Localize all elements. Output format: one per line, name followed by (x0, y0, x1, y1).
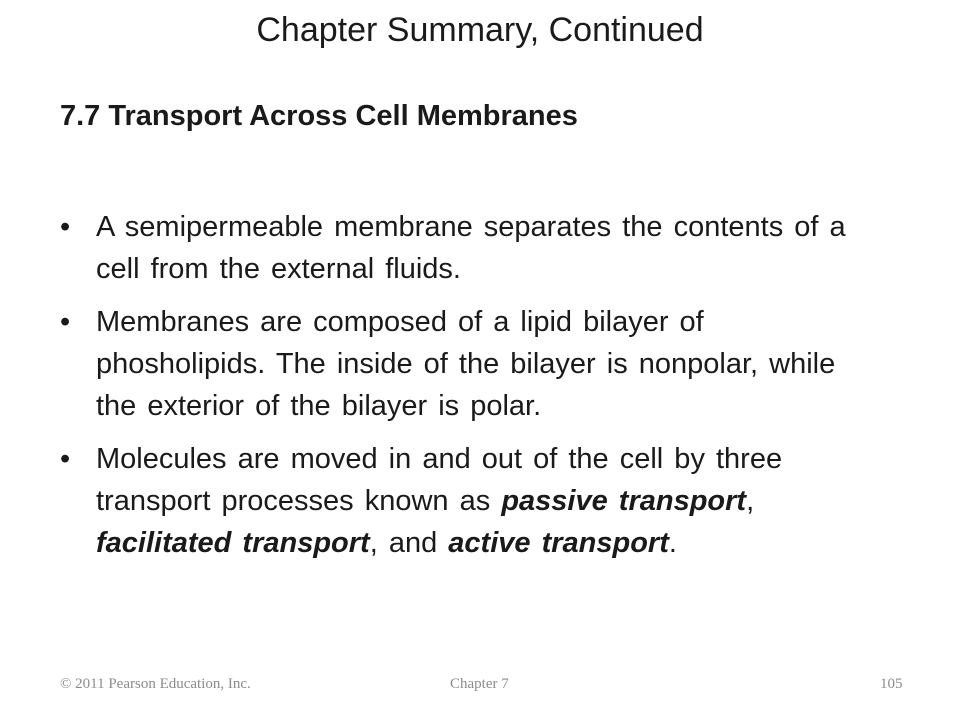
footer-page-number: 105 (880, 676, 903, 692)
bullet-text-period: . (668, 527, 677, 559)
bullet-text-separator: , (746, 485, 755, 517)
bullet-item-membrane (60, 206, 860, 290)
bullet-icon: • (60, 306, 71, 338)
bullet-icon: • (60, 211, 71, 243)
term-facilitated-transport: facilitated transport (96, 527, 370, 559)
footer-chapter: Chapter 7 (450, 676, 509, 692)
slide-title: Chapter Summary, Continued (256, 11, 704, 49)
bullet-text: A semipermeable membrane separates the contents of a cell from the external fluids. (96, 211, 846, 285)
bullet-item-transport-processes (60, 438, 860, 564)
bullet-list (60, 206, 860, 575)
bullet-icon: • (60, 443, 71, 475)
bullet-text-separator: , and (369, 527, 449, 559)
term-passive-transport: passive transport (501, 485, 747, 517)
term-active-transport: active transport (448, 527, 669, 559)
bullet-text: Molecules are moved in and out of the cell by three transport processes known as (96, 443, 783, 517)
bullet-text: Membranes are composed of a lipid bilayer of phosholipids. The inside of the bilayer is nonpolar, while the exterior of the bilayer is polar. (96, 306, 836, 422)
section-heading: 7.7 Transport Across Cell Membranes (60, 100, 578, 132)
bullet-item-lipid-bilayer (60, 301, 860, 427)
footer-copyright: © 2011 Pearson Education, Inc. (60, 676, 251, 692)
